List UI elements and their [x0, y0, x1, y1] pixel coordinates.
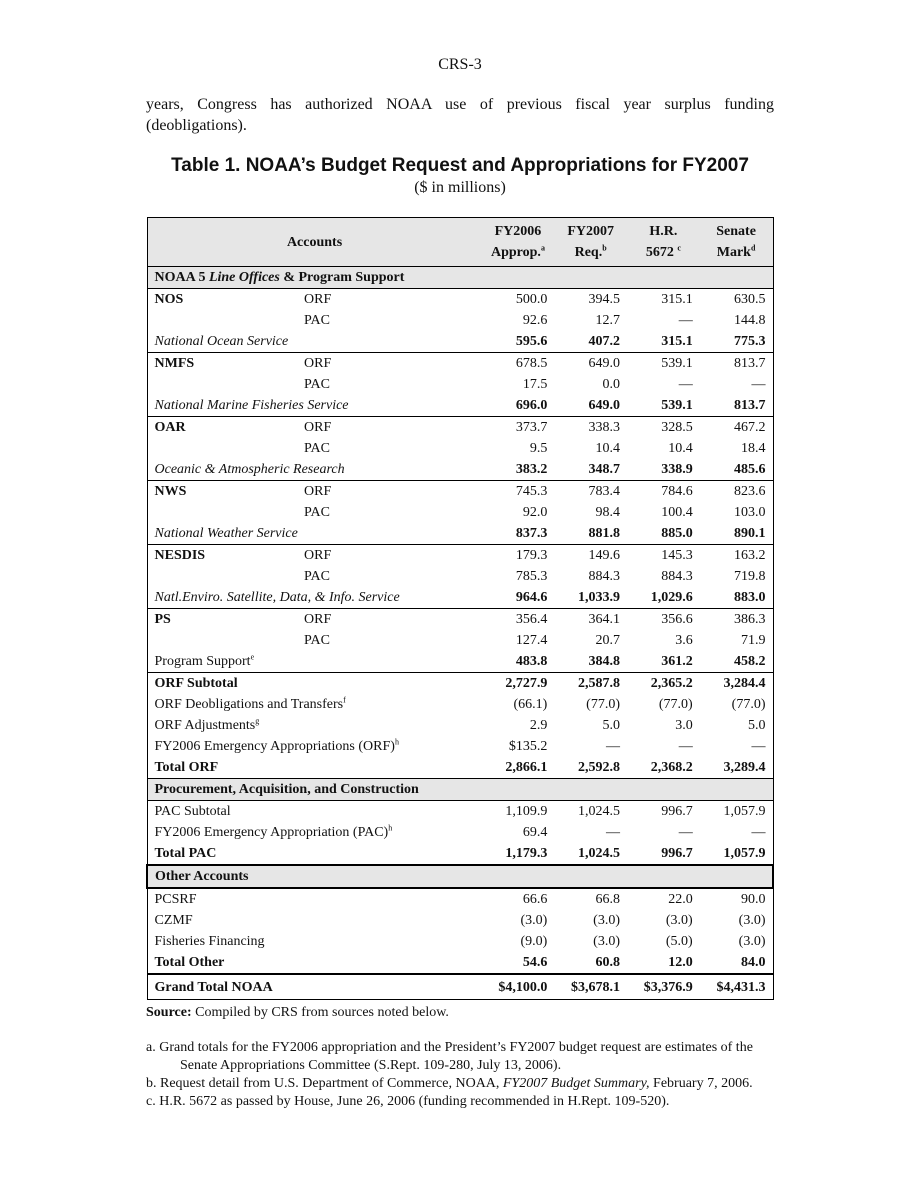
value-cell: 2,368.2 [627, 757, 700, 779]
orf-row [147, 694, 773, 715]
value-cell: 630.5 [734, 292, 766, 307]
table-row [147, 609, 773, 631]
office-total-value: 595.6 [482, 331, 555, 353]
table-row [147, 310, 773, 331]
table-row [147, 438, 773, 459]
value-cell: 69.4 [522, 825, 548, 840]
office-total-row [147, 395, 773, 417]
pac-row [147, 801, 773, 823]
office-total-value: 649.0 [554, 395, 627, 417]
row-label: Total ORF [147, 757, 482, 779]
value-cell: 66.8 [595, 892, 620, 907]
value-cell: 92.0 [522, 505, 548, 520]
header-accounts: Accounts [147, 218, 482, 267]
value-cell: 144.8 [734, 313, 766, 328]
row-label: Total PAC [154, 846, 217, 861]
value-cell: 1,109.9 [505, 804, 548, 819]
office-total-value: 885.0 [627, 523, 700, 545]
value-cell: 784.6 [661, 484, 693, 499]
office-code-empty [147, 438, 297, 459]
header-fy2007: FY2007 Req.$^b$ [554, 218, 627, 267]
value-cell: $4,431.3 [700, 974, 773, 1000]
value-cell: (77.0) [731, 697, 766, 712]
office-total-value: 1,033.9 [554, 587, 627, 609]
value-cell: 328.5 [661, 420, 693, 435]
value-cell: 3.6 [675, 633, 693, 648]
office-total-label: National Weather Service [147, 523, 482, 545]
office-total-value: 384.8 [554, 651, 627, 673]
table-row [147, 545, 773, 567]
office-total-row [147, 651, 773, 673]
table-body [147, 267, 773, 1000]
value-cell: 5.0 [748, 718, 766, 733]
value-cell: $135.2 [508, 739, 548, 754]
source-text: Compiled by CRS from sources noted below. [191, 1005, 449, 1020]
other-row [147, 931, 773, 952]
value-cell: $4,100.0 [482, 974, 555, 1000]
source-label: Source: [146, 1005, 192, 1020]
office-total-row [147, 331, 773, 353]
office-code: OAR [154, 420, 186, 435]
fund-type: PAC [304, 633, 330, 648]
value-cell: 2,365.2 [650, 676, 693, 691]
fund-type: PAC [304, 377, 330, 392]
fund-type: PAC [304, 505, 330, 520]
row-label: ORF Subtotal [154, 676, 238, 691]
value-cell: 823.6 [734, 484, 766, 499]
value-cell: 18.4 [741, 441, 766, 456]
fund-type: PAC [304, 313, 330, 328]
table-row [147, 481, 773, 503]
office-total-value: 348.7 [554, 459, 627, 481]
office-total-label: Natl.Enviro. Satellite, Data, & Info. Service [147, 587, 482, 609]
office-total-value: 775.3 [700, 331, 773, 353]
row-label: Fisheries Financing [154, 934, 265, 949]
value-cell: 127.4 [515, 633, 548, 648]
office-total-value: 881.8 [554, 523, 627, 545]
value-cell: (3.0) [738, 913, 766, 928]
table-row [147, 353, 773, 375]
fund-type: ORF [304, 356, 332, 371]
row-label: PCSRF [154, 892, 197, 907]
intro-paragraph [146, 94, 774, 136]
value-cell: 90.0 [741, 892, 766, 907]
value-cell: 103.0 [734, 505, 766, 520]
value-cell: 60.8 [595, 955, 620, 970]
header-fy2006: FY2006 Approp.$^a$ [482, 218, 555, 267]
value-cell: 745.3 [515, 484, 548, 499]
office-total-row [147, 523, 773, 545]
value-cell: (77.0) [586, 697, 620, 712]
value-cell: 12.7 [595, 313, 620, 328]
value-cell: 54.6 [522, 955, 548, 970]
value-cell: 356.6 [661, 612, 693, 627]
orf-row [147, 757, 773, 779]
value-cell: 3,289.4 [700, 757, 773, 779]
value-cell: (66.1) [513, 697, 548, 712]
value-cell: 5.0 [602, 718, 620, 733]
value-cell: 0.0 [602, 377, 620, 392]
table-header-row [147, 218, 773, 267]
value-cell: (3.0) [593, 913, 620, 928]
office-total-value: 315.1 [627, 331, 700, 353]
office-code: NOS [154, 292, 184, 307]
office-total-label: Program Support$^e$ [147, 651, 482, 673]
office-code: NESDIS [154, 548, 206, 563]
value-cell: 2.9 [529, 718, 548, 733]
office-total-value: 696.0 [482, 395, 555, 417]
value-cell: — [606, 739, 620, 754]
value-cell: 66.6 [522, 892, 548, 907]
value-cell: 539.1 [661, 356, 693, 371]
grand-total-row [147, 974, 773, 1000]
value-cell: 678.5 [515, 356, 548, 371]
office-code-empty [147, 310, 297, 331]
office-code-empty [147, 630, 297, 651]
value-cell: $3,678.1 [554, 974, 627, 1000]
table-title: Table 1. NOAA’s Budget Request and Appropriations for FY2007 [171, 155, 749, 176]
office-total-value: 890.1 [700, 523, 773, 545]
footnote-a: a. Grand totals for the FY2006 appropriation and the President’s FY2007 budget request are estimates of the Senate Appropriations Committee (S.Rept. 109-280, July 13, 2006). [146, 1040, 753, 1073]
office-total-value: 407.2 [554, 331, 627, 353]
table-row [147, 417, 773, 439]
office-total-value: 361.2 [627, 651, 700, 673]
value-cell: — [751, 825, 766, 840]
orf-row [147, 715, 773, 736]
value-cell: 996.7 [661, 846, 693, 861]
pac-row [147, 843, 773, 865]
value-cell: 500.0 [515, 292, 548, 307]
value-cell: 785.3 [515, 569, 548, 584]
value-cell: (3.0) [665, 913, 693, 928]
value-cell: 100.4 [661, 505, 693, 520]
section-pac [147, 779, 773, 801]
row-label: CZMF [154, 913, 193, 928]
office-total-value: 383.2 [482, 459, 555, 481]
office-code-empty [147, 374, 297, 395]
header-senate: Senate Mark$^d$ [700, 218, 773, 267]
value-cell: 373.7 [515, 420, 548, 435]
pac-row [147, 822, 773, 843]
value-cell: 467.2 [734, 420, 766, 435]
intro-line-1: years, Congress has authorized NOAA use of previous fiscal year surplus funding [146, 96, 774, 113]
office-total-value: 338.9 [627, 459, 700, 481]
section-other-label: Other Accounts [147, 865, 773, 888]
office-code: PS [154, 612, 171, 627]
fund-type: ORF [304, 484, 332, 499]
value-cell: 2,592.8 [554, 757, 627, 779]
value-cell: 2,587.8 [578, 676, 620, 691]
section-line-offices-label: NOAA 5 Line Offices & Program Support [147, 267, 773, 289]
section-other [147, 865, 773, 888]
header-hr5672: H.R. 5672 $^c$ [627, 218, 700, 267]
fund-type: ORF [304, 548, 332, 563]
table-row [147, 374, 773, 395]
office-total-value: 485.6 [700, 459, 773, 481]
value-cell: — [751, 377, 766, 392]
row-label: PAC Subtotal [154, 804, 231, 819]
other-row [147, 952, 773, 974]
value-cell: (3.0) [738, 934, 766, 949]
value-cell: 813.7 [734, 356, 766, 371]
table-row [147, 502, 773, 523]
value-cell: 10.4 [595, 441, 620, 456]
intro-line-2: (deobligations). [146, 117, 247, 134]
value-cell: 71.9 [741, 633, 766, 648]
office-total-value: 837.3 [482, 523, 555, 545]
office-code-empty [147, 566, 297, 587]
value-cell: — [678, 739, 693, 754]
row-label: ORF Adjustments$^g$ [154, 716, 260, 733]
value-cell: 10.4 [668, 441, 693, 456]
value-cell: — [678, 377, 693, 392]
table-subtitle: ($ in millions) [414, 179, 506, 196]
budget-table [146, 217, 774, 1000]
value-cell: 98.4 [595, 505, 620, 520]
value-cell: 884.3 [588, 569, 620, 584]
value-cell: 163.2 [734, 548, 766, 563]
value-cell: 1,179.3 [505, 846, 548, 861]
grand-total-label: Grand Total NOAA [147, 974, 482, 1000]
office-total-value: 1,029.6 [627, 587, 700, 609]
office-code-empty [147, 502, 297, 523]
office-total-value: 483.8 [482, 651, 555, 673]
value-cell: (9.0) [520, 934, 548, 949]
row-label: Total Other [154, 955, 225, 970]
value-cell: 364.1 [588, 612, 620, 627]
value-cell: 386.3 [734, 612, 766, 627]
row-label: FY2006 Emergency Appropriations (ORF)$^h$ [154, 737, 399, 754]
office-total-label: Oceanic & Atmospheric Research [147, 459, 482, 481]
value-cell: 996.7 [661, 804, 693, 819]
other-row [147, 910, 773, 931]
value-cell: 315.1 [661, 292, 693, 307]
value-cell: 649.0 [588, 356, 620, 371]
value-cell: 17.5 [522, 377, 548, 392]
value-cell: 1,057.9 [723, 846, 766, 861]
table-row [147, 630, 773, 651]
value-cell: 149.6 [588, 548, 620, 563]
section-pac-label: Procurement, Acquisition, and Construction [147, 779, 773, 801]
value-cell: 1,024.5 [578, 846, 620, 861]
value-cell: — [606, 825, 620, 840]
value-cell: 179.3 [515, 548, 548, 563]
value-cell: — [678, 313, 693, 328]
value-cell: $3,376.9 [627, 974, 700, 1000]
value-cell: 92.6 [522, 313, 548, 328]
value-cell: 145.3 [661, 548, 693, 563]
fund-type: ORF [304, 420, 332, 435]
office-total-value: 813.7 [700, 395, 773, 417]
value-cell: (5.0) [665, 934, 693, 949]
value-cell: 2,866.1 [482, 757, 555, 779]
other-row [147, 888, 773, 910]
value-cell: 394.5 [588, 292, 620, 307]
footnote-c: c. H.R. 5672 as passed by House, June 26, 2006 (funding recommended in H.Rept. 109-520). [146, 1094, 670, 1109]
office-total-value: 883.0 [700, 587, 773, 609]
office-total-row [147, 587, 773, 609]
value-cell: 356.4 [515, 612, 548, 627]
value-cell: — [751, 739, 766, 754]
fund-type: PAC [304, 441, 330, 456]
office-code: NMFS [154, 356, 195, 371]
value-cell: 3.0 [675, 718, 693, 733]
office-total-row [147, 459, 773, 481]
office-total-label: National Ocean Service [147, 331, 482, 353]
value-cell: 884.3 [661, 569, 693, 584]
table-row [147, 289, 773, 311]
fund-type: PAC [304, 569, 330, 584]
value-cell: 1,057.9 [723, 804, 766, 819]
value-cell: 2,727.9 [505, 676, 548, 691]
value-cell: (77.0) [658, 697, 693, 712]
value-cell: 338.3 [588, 420, 620, 435]
value-cell: 783.4 [588, 484, 620, 499]
value-cell: — [678, 825, 693, 840]
value-cell: (3.0) [520, 913, 548, 928]
value-cell: 719.8 [734, 569, 766, 584]
source-line [146, 1005, 449, 1021]
value-cell: 84.0 [741, 955, 766, 970]
office-total-label: National Marine Fisheries Service [147, 395, 482, 417]
fund-type: ORF [304, 612, 332, 627]
value-cell: 9.5 [529, 441, 548, 456]
office-code: NWS [154, 484, 187, 499]
row-label: ORF Deobligations and Transfers$^f$ [154, 695, 346, 712]
table-row [147, 566, 773, 587]
section-line-offices [147, 267, 773, 289]
orf-row [147, 673, 773, 695]
footnote-b: b. Request detail from U.S. Department of Commerce, NOAA, FY2007 Budget Summary, February 7, 2006. [146, 1076, 753, 1091]
orf-row [147, 736, 773, 757]
office-total-value: 539.1 [627, 395, 700, 417]
page-number: CRS-3 [438, 56, 482, 73]
row-label: FY2006 Emergency Appropriation (PAC)$^h$ [154, 823, 393, 840]
value-cell: 20.7 [595, 633, 620, 648]
office-total-value: 964.6 [482, 587, 555, 609]
value-cell: 12.0 [668, 955, 693, 970]
value-cell: 1,024.5 [578, 804, 620, 819]
value-cell: (3.0) [593, 934, 620, 949]
value-cell: 3,284.4 [723, 676, 766, 691]
fund-type: ORF [304, 292, 332, 307]
office-total-value: 458.2 [700, 651, 773, 673]
value-cell: 22.0 [668, 892, 693, 907]
footnotes [146, 1039, 776, 1111]
